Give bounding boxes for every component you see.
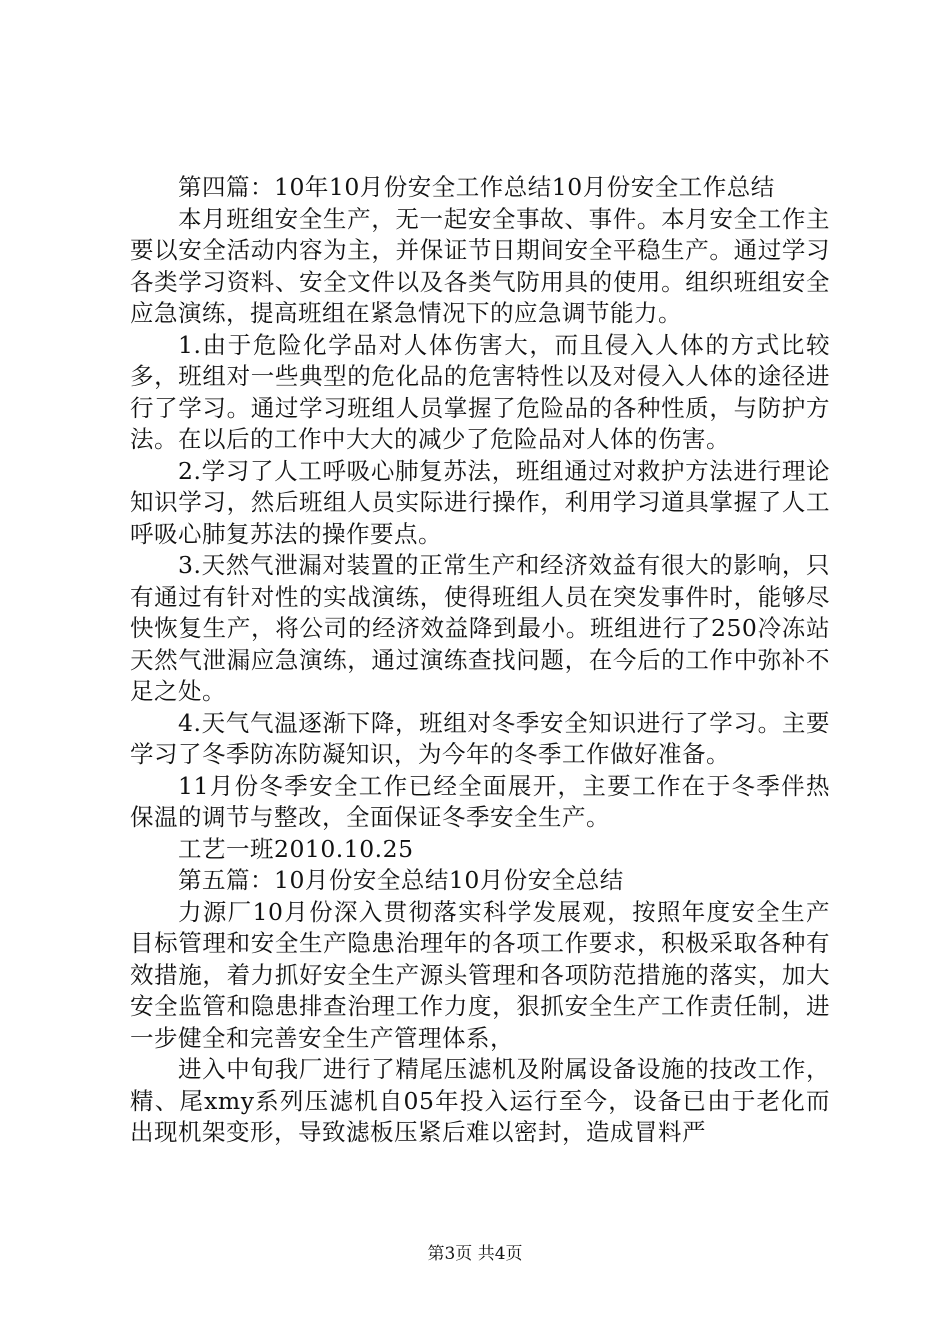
section-heading-5: 第五篇：10月份安全总结10月份安全总结 [178, 866, 624, 894]
paragraph: 本月班组安全生产，无一起安全事故、事件。本月安全工作主要以安全活动内容为主，并保证节日期间安全平稳生产。通过学习各类学习资料、安全文件以及各类气防用具的使用。组织班组安全应急演练，提高班组在紧急情况下的应急调节能力。 [130, 204, 830, 327]
signature-line: 工艺一班2010.10.25 [178, 834, 414, 863]
paragraph: 进入中旬我厂进行了精尾压滤机及附属设备设施的技改工作，精、尾xmy系列压滤机自05年投入运行至今，设备已由于老化而出现机架变形，导致滤板压紧后难以密封，造成冒料严 [130, 1055, 830, 1146]
list-item-4: 4.天气气温逐渐下降，班组对冬季安全知识进行了学习。主要学习了冬季防冻防凝知识，为今年的冬季工作做好准备。 [130, 708, 830, 768]
paragraph: 力源厂10月份深入贯彻落实科学发展观，按照年度安全生产目标管理和安全生产隐患治理年的各项工作要求，积极采取各种有效措施，着力抓好安全生产源头管理和各项防范措施的落实，加大安全监管和隐患排查治理工作力度，狠抓安全生产工作责任制，进一步健全和完善安全生产管理体系， [130, 897, 830, 1052]
list-item-1: 1.由于危险化学品对人体伤害大，而且侵入人体的方式比较多，班组对一些典型的危化品的危害特性以及对侵入人体的途径进行了学习。通过学习班组人员掌握了危险品的各种性质，与防护方法。在以后的工作中大大的减少了危险品对人体的伤害。 [130, 330, 830, 453]
paragraph: 11月份冬季安全工作已经全面展开，主要工作在于冬季伴热保温的调节与整改，全面保证冬季安全生产。 [130, 771, 830, 831]
section-heading-4: 第四篇：10年10月份安全工作总结10月份安全工作总结 [178, 173, 775, 201]
page-number-footer: 第3页 共4页 [427, 1244, 523, 1264]
list-item-3: 3.天然气泄漏对装置的正常生产和经济效益有很大的影响，只有通过有针对性的实战演练，使得班组人员在突发事件时，能够尽快恢复生产，将公司的经济效益降到最小。班组进行了250冷冻站天然气泄漏应急演练，通过演练查找问题，在今后的工作中弥补不足之处。 [130, 551, 830, 705]
list-item-2: 2.学习了人工呼吸心肺复苏法，班组通过对救护方法进行理论知识学习，然后班组人员实际进行操作，利用学习道具掌握了人工呼吸心肺复苏法的操作要点。 [130, 456, 830, 548]
document-body [130, 172, 830, 1149]
